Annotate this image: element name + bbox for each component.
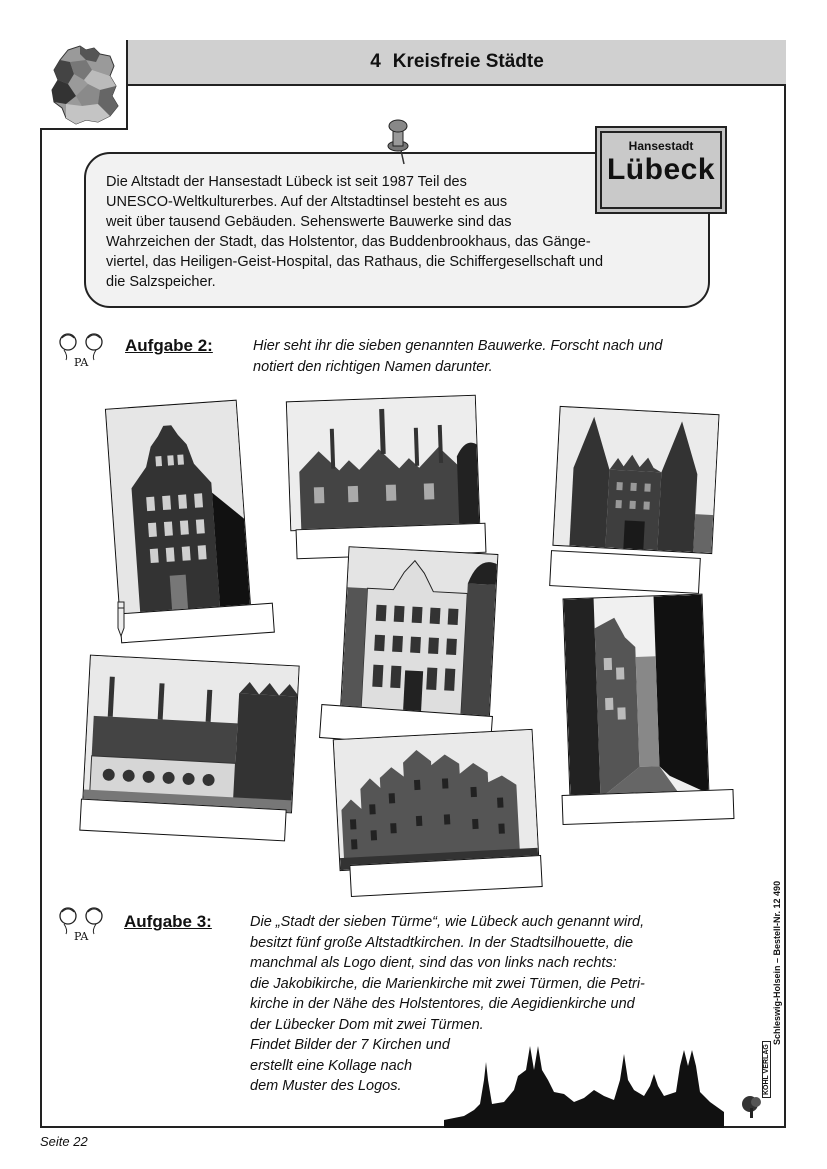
publisher-tree-icon [740,1094,764,1125]
photo-heiligen-geist-hospital [286,395,480,530]
sign-top-text: Hansestadt [628,139,694,153]
partner-work-icon [54,904,110,949]
side-order-text: Schleswig-Holsein – Bestell-Nr. 12 490 [772,880,782,1045]
skyline-icon [444,1040,724,1133]
task3-label: Aufgabe 3: [124,912,212,931]
task3-line: kirche in der Nähe des Holstentores, die Aegidienkirche und [250,996,635,1012]
chapter-header [128,40,786,86]
photo-salzspeicher [333,729,540,869]
intro-line: Die Altstadt der Hansestadt Lübeck ist seit 1987 Teil des [106,174,467,190]
intro-line: die Salzspeicher. [106,274,216,290]
partner-work-icon [54,330,110,375]
pa-label: PA [74,356,89,369]
task2-line: notiert den richtigen Namen darunter. [253,358,493,375]
photo-gaengeviertel [563,594,710,799]
chapter-number: 4 [370,51,381,72]
pa-label: PA [74,930,89,943]
sign-city-text: Lübeck [606,153,716,186]
publisher-label: KOHL VERLAG [754,1040,770,1100]
photo-schiffergesellschaft [340,546,499,726]
task3-line: dem Muster des Logos. [250,1078,402,1094]
page-number: Seite 22 [40,1134,88,1149]
intro-line: viertel, das Heiligen-Geist-Hospital, das Rathaus, die Schiffergesellschaft und [106,254,604,270]
task3-line: Die „Stadt der sieben Türme“, wie Lübeck auch genannt wird, [250,914,645,930]
town-sign [595,126,727,214]
task3-line: der Lübecker Dom mit zwei Türmen. [250,1016,484,1033]
photo-holstentor [552,406,719,552]
map-box [40,40,128,130]
intro-line: weit über tausend Gebäuden. Sehenswerte Bauwerke sind das [106,214,512,230]
task2-text [253,336,743,377]
intro-line: UNESCO-Weltkulturerbes. Auf der Altstadtinsel besteht es aus [106,194,508,210]
task3-line: manchmal als Logo dient, sind das von links nach rechts: [250,955,617,971]
intro-line: Wahrzeichen der Stadt, das Holstentor, das Buddenbrookhaus, das Gänge- [106,234,591,250]
task3-line: besitzt fünf große Altstadtkirchen. In der Stadtsilhouette, die [250,934,634,951]
pushpin-icon [380,116,420,171]
chapter-title: Kreisfreie Städte [392,51,544,72]
task3-line: die Jakobikirche, die Marienkirche mit zwei Türmen, die Petri- [250,975,645,992]
task2-line: Hier seht ihr die sieben genannten Bauwerke. Forscht nach und [253,338,663,354]
task2-label: Aufgabe 2: [125,336,213,355]
task3-line: erstellt eine Kollage nach [250,1057,413,1074]
photo-rathaus [82,655,299,812]
pencil-icon [112,600,130,643]
answer-box-5[interactable] [562,789,735,825]
photo-buddenbrookhaus [105,400,251,617]
task3-line: Findet Bilder der 7 Kirchen und [250,1037,450,1053]
germany-map-icon [40,40,126,128]
